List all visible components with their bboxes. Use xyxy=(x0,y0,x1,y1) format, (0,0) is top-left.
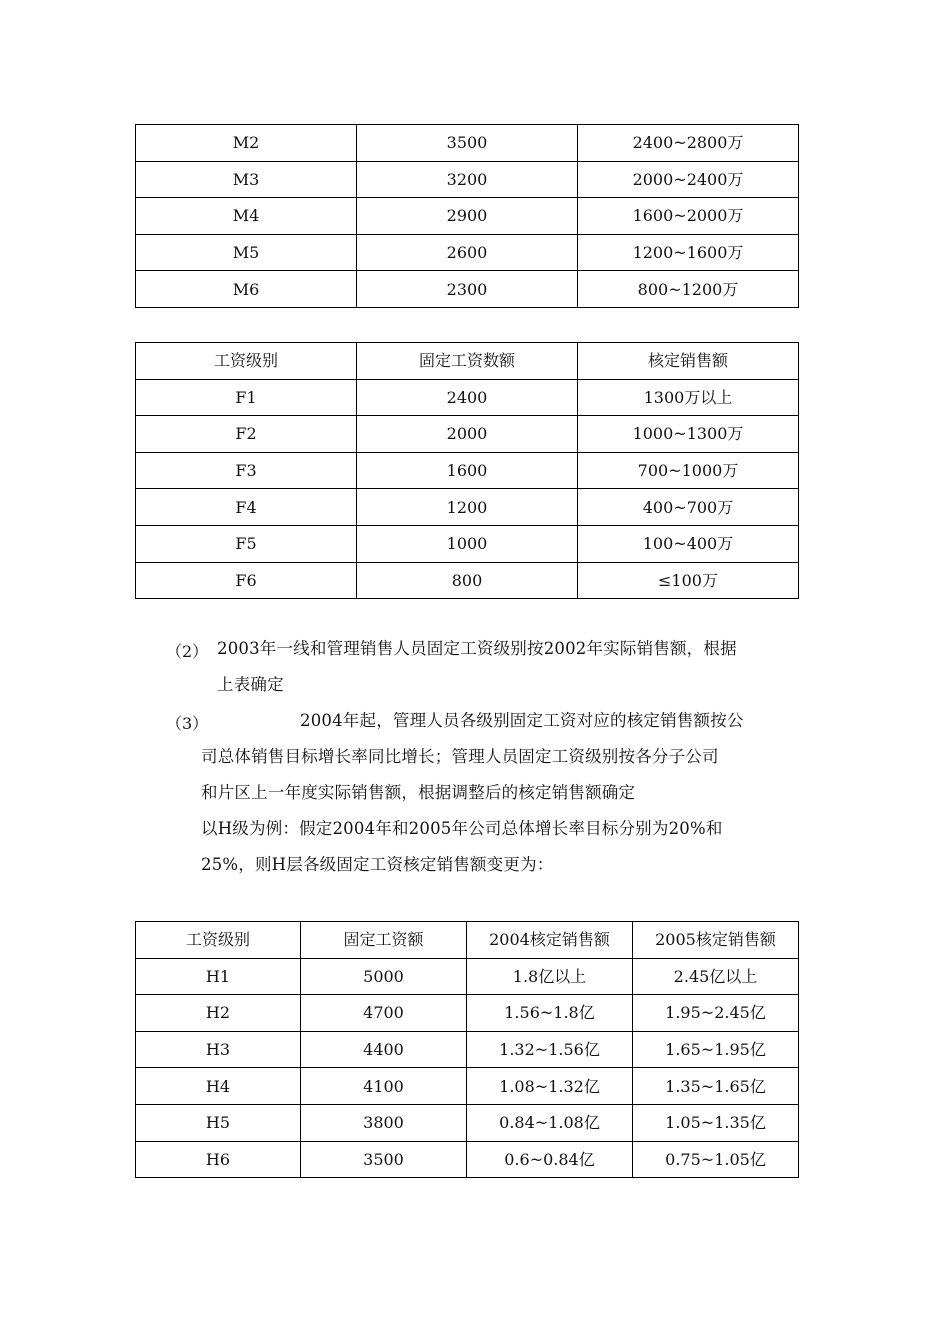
para-2-number: （2） xyxy=(166,642,209,661)
table-cell: M2 xyxy=(136,125,357,162)
table-cell: H4 xyxy=(136,1068,301,1105)
table-cell: M6 xyxy=(136,271,357,308)
table-row xyxy=(136,995,799,1032)
table-cell: 4100 xyxy=(301,1068,467,1105)
header-cell: 工资级别 xyxy=(136,343,357,380)
table-cell: 1.8亿以上 xyxy=(467,958,633,995)
table-row xyxy=(136,161,799,198)
table-cell: H3 xyxy=(136,1031,301,1068)
para-3-number: （3） xyxy=(166,714,209,733)
table-row xyxy=(136,198,799,235)
table-cell: ≤100万 xyxy=(578,562,799,599)
table-cell: F3 xyxy=(136,452,357,489)
table-header-row xyxy=(136,343,799,380)
table-cell: 3200 xyxy=(357,161,578,198)
table-header-row xyxy=(136,922,799,959)
header-cell: 工资级别 xyxy=(136,922,301,959)
table-cell: 700~1000万 xyxy=(578,452,799,489)
table-cell: 1300万以上 xyxy=(578,379,799,416)
table-cell: 1.32~1.56亿 xyxy=(467,1031,633,1068)
salary-table-m xyxy=(135,124,799,308)
table-cell: 1000~1300万 xyxy=(578,416,799,453)
header-cell: 2005核定销售额 xyxy=(633,922,799,959)
table-cell: 1000 xyxy=(357,525,578,562)
table-row xyxy=(136,525,799,562)
table-cell: 400~700万 xyxy=(578,489,799,526)
table-cell: 1.56~1.8亿 xyxy=(467,995,633,1032)
para-3-line-5: 25%，则H层各级固定工资核定销售额变更为： xyxy=(201,855,554,874)
table-row xyxy=(136,562,799,599)
table-cell: 2.45亿以上 xyxy=(633,958,799,995)
header-cell: 固定工资额 xyxy=(301,922,467,959)
table-row xyxy=(136,234,799,271)
table-row xyxy=(136,416,799,453)
table-cell: M3 xyxy=(136,161,357,198)
table-row xyxy=(136,1068,799,1105)
table-cell: 2300 xyxy=(357,271,578,308)
table-cell: 1600~2000万 xyxy=(578,198,799,235)
table-cell: 800 xyxy=(357,562,578,599)
para-3-line-3: 和片区上一年度实际销售额，根据调整后的核定销售额确定 xyxy=(201,783,636,802)
table-row xyxy=(136,1141,799,1178)
header-cell: 核定销售额 xyxy=(578,343,799,380)
table-cell: H5 xyxy=(136,1104,301,1141)
table-cell: F2 xyxy=(136,416,357,453)
table-cell: 0.84~1.08亿 xyxy=(467,1104,633,1141)
table-cell: 4400 xyxy=(301,1031,467,1068)
table-cell: 0.6~0.84亿 xyxy=(467,1141,633,1178)
table-row xyxy=(136,379,799,416)
table-cell: 2000~2400万 xyxy=(578,161,799,198)
table-cell: 5000 xyxy=(301,958,467,995)
table-cell: F4 xyxy=(136,489,357,526)
table-cell: 1200 xyxy=(357,489,578,526)
table-row xyxy=(136,271,799,308)
table-cell: 0.75~1.05亿 xyxy=(633,1141,799,1178)
table-cell: F1 xyxy=(136,379,357,416)
para-2-line-2: 上表确定 xyxy=(217,675,284,694)
table-cell: 2400 xyxy=(357,379,578,416)
table-row xyxy=(136,1104,799,1141)
header-cell: 固定工资数额 xyxy=(357,343,578,380)
table-cell: 3500 xyxy=(357,125,578,162)
table-cell: 2400~2800万 xyxy=(578,125,799,162)
table-cell: 2900 xyxy=(357,198,578,235)
para-3-line-1: 2004年起，管理人员各级别固定工资对应的核定销售额按公 xyxy=(300,711,744,730)
table-cell: M4 xyxy=(136,198,357,235)
table-row xyxy=(136,1031,799,1068)
table-cell: H6 xyxy=(136,1141,301,1178)
para-2-line-1: 2003年一线和管理销售人员固定工资级别按2002年实际销售额，根据 xyxy=(217,639,737,658)
header-cell: 2004核定销售额 xyxy=(467,922,633,959)
table-cell: 1.65~1.95亿 xyxy=(633,1031,799,1068)
table-cell: 1.08~1.32亿 xyxy=(467,1068,633,1105)
table-cell: F6 xyxy=(136,562,357,599)
table-cell: 3500 xyxy=(301,1141,467,1178)
table-cell: 1600 xyxy=(357,452,578,489)
table-row xyxy=(136,489,799,526)
table-row xyxy=(136,958,799,995)
salary-table-h xyxy=(135,921,799,1178)
table-cell: H2 xyxy=(136,995,301,1032)
para-3-line-2: 司总体销售目标增长率同比增长；管理人员固定工资级别按各分子公司 xyxy=(201,747,719,766)
table-cell: 1.95~2.45亿 xyxy=(633,995,799,1032)
table-cell: 1.05~1.35亿 xyxy=(633,1104,799,1141)
table-cell: H1 xyxy=(136,958,301,995)
salary-table-f xyxy=(135,342,799,599)
table-cell: 1.35~1.65亿 xyxy=(633,1068,799,1105)
table-cell: F5 xyxy=(136,525,357,562)
table-cell: 3800 xyxy=(301,1104,467,1141)
table-cell: 100~400万 xyxy=(578,525,799,562)
table-cell: 2600 xyxy=(357,234,578,271)
table-cell: 4700 xyxy=(301,995,467,1032)
table-cell: 800~1200万 xyxy=(578,271,799,308)
table-cell: 1200~1600万 xyxy=(578,234,799,271)
table-cell: M5 xyxy=(136,234,357,271)
table-cell: 2000 xyxy=(357,416,578,453)
table-row xyxy=(136,452,799,489)
table-row xyxy=(136,125,799,162)
para-3-line-4: 以H级为例：假定2004年和2005年公司总体增长率目标分别为20%和 xyxy=(201,819,723,838)
